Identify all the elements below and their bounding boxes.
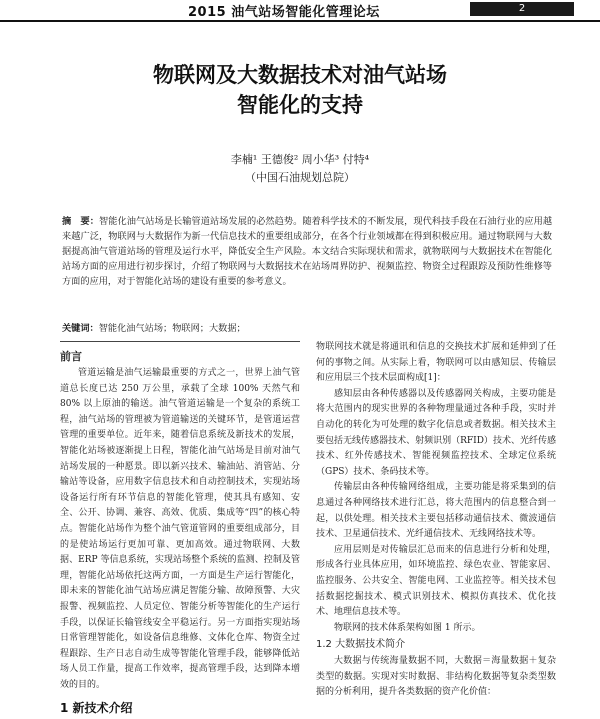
journal-title: 2015 油气站场智能化管理论坛 bbox=[188, 5, 380, 20]
abstract bbox=[62, 214, 552, 289]
title-line-2: 智能化的支持 bbox=[237, 93, 363, 117]
abstract-label: 摘 要： bbox=[62, 216, 99, 227]
subsection-heading-big-data: 1.2 大数据技术简介 bbox=[316, 639, 406, 651]
section-heading-new-tech: 1 新技术介绍 bbox=[60, 701, 133, 715]
page-number-box bbox=[470, 2, 574, 16]
left-column bbox=[60, 348, 300, 693]
affiliation: （中国石油规划总院） bbox=[245, 171, 355, 184]
keywords bbox=[62, 322, 552, 336]
abstract-text: 智能化油气站场是长输管道站场发展的必然趋势。随着科学技术的不断发展，现代科技手段在石油行业的应用越来越广泛，物联网与大数据作为新一代信息技术的重要组成部分，在各个行业领域都在得到积极应用。通过物联网与大数据提高油气管道站场的管理及运行水平，降低安全生产风险。本文结合实际现状和需求，就物联网与大数据技术在智能化站场方面的应用进行初步探讨，介绍了物联网与大数据技术在站场周界防护、视频监控、物资全过程跟踪及预防性维修等方面的应用，对于智能化站场的建设有重要的参考意义。 bbox=[62, 216, 553, 287]
column-divider bbox=[60, 341, 300, 342]
left-paragraph: 管道运输是油气运输最重要的方式之一，世界上油气管道总长度已达 250 万公里，承载了全球 100% 天然气和 80% 以上原油的输送。油气管道运输是一个复杂的系统工程，油气站场的管理被为管道输送的关键环节，是管道运营管理的重要单位。近年来，随着信息系统及新技术的发展，智能化站场被逐渐提上日程，智能化油气站场是目前对油气站场发展的一种愿景。即以新兴技术、输油站、消管站、分输站等设备，应用数字信息技术和自动控制技术，实现站场设备运行所有环节信息的智能化管理，使其具有感知、安全、公开、协调、兼容、高效、优质、集成等“四”的核心特点。智能化站场作为整个油气管道管网的重要组成部分，目的是使站场运行更加可靠、更加高效。通过物联网、大数据、ERP 等信息系统，实现站场整个系统的监测、控制及管理，智能化站场依托这两方面，一方面是生产运行智能化，即未来的智能化油气站场应满足智能分输、故障预警、大灾报警、视频监控、人员定位、智能分析等智能化的生产运行手段，以保证长输管线安全平稳运行。另一方面指实现站场日常管理智能化，如设备信息维修、文体化仓库、物资全过程跟踪、生产日志自动生成等智能化管理手段，能够降低站场人员工作量，提高工作效率，提高管理手段，达到降本增效的目的。 bbox=[60, 368, 300, 690]
journal-header bbox=[0, 0, 600, 22]
right-paragraph: 物联网的技术体系架构如图 1 所示。 bbox=[334, 622, 481, 633]
section-heading-preface: 前言 bbox=[60, 350, 82, 363]
title-line-1: 物联网及大数据技术对油气站场 bbox=[153, 63, 447, 87]
right-paragraph: 大数据与传统海量数据不同，大数据＝海量数据＋复杂类型的数据。实现对实时数据、非结构化数据等复杂类型数据的分析利用，提升各类数据的资产化价值： bbox=[316, 656, 556, 698]
keywords-label: 关键词： bbox=[62, 323, 99, 334]
right-paragraph: 传输层由各种传输网络组成，主要功能是将采集到的信息通过各种网络技术进行汇总，将大范围内的信息整合到一起，以供处理。相关技术主要包括移动通信技术、微波通信技术、卫星通信技术、光纤通信技术、无线网络技术等。 bbox=[316, 482, 556, 540]
page-number: 2 bbox=[518, 3, 526, 14]
authors: 李楠¹ 王德俊² 周小华³ 付特⁴ bbox=[230, 153, 370, 166]
right-column bbox=[316, 340, 556, 701]
right-paragraph: 应用层则是对传输层汇总而来的信息进行分析和处理，形成各行业具体应用，如环境监控、绿色农业、智能家居、监控服务、公共安全、智能电网、工业监控等。相关技术包括数据挖掘技术、模式识别技术、模拟仿真技术、优化技术、地理信息技术等。 bbox=[316, 544, 556, 618]
keywords-text: 智能化油气站场；物联网；大数据； bbox=[98, 323, 246, 334]
paper-title bbox=[0, 60, 600, 120]
right-paragraph: 物联网技术就是将通讯和信息的交换技术扩展和延伸到了任何的事物之间。从实际上看，物联网可以由感知层、传输层和应用层三个技术层面构成[1]： bbox=[316, 342, 556, 384]
right-paragraph: 感知层由各种传感器以及传感器网关构成，主要功能是将大范围内的现实世界的各种物理量通过各种手段，实时并自动化的转化为可处理的数字化信息或者数据。相关技术主要包括无线传感器技术、射频识别（RFID）技术、光纤传感技术、红外传感技术、智能视频监控技术、全球定位系统（GPS）技术、条码技术等。 bbox=[316, 388, 556, 477]
